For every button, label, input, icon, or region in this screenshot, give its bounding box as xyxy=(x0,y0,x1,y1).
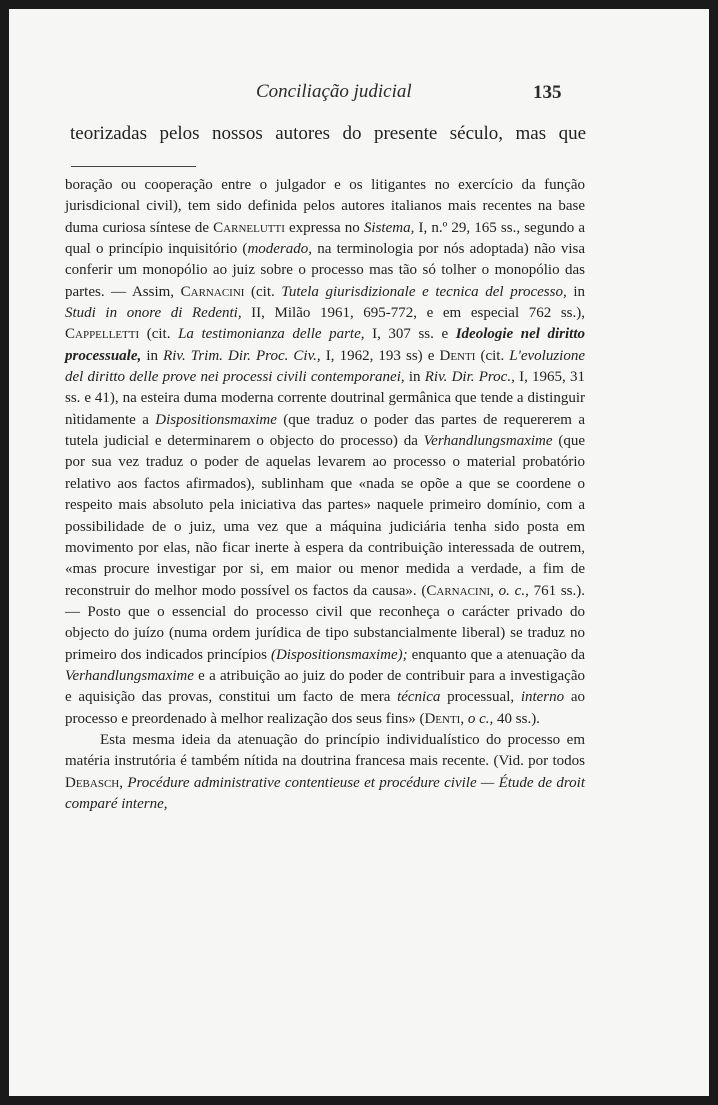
work-title: Tutela giurisdizionale e tecnica del processo, xyxy=(281,283,567,300)
italic-term: técnica xyxy=(397,689,441,706)
author-name: Debasch xyxy=(65,774,120,791)
author-name: Carnacini xyxy=(426,582,491,599)
journal-title: Riv. Trim. Dir. Proc. Civ., xyxy=(163,347,321,364)
italic-term: (Dispositionsmaxime); xyxy=(270,646,408,663)
running-header xyxy=(9,81,709,107)
text-run: II, Milão 1961, 695-772, e em especial 762 ss.), xyxy=(241,305,585,322)
text-run: e a atribuição ao juiz do poder de contribuir para a investigação e aquisição das provas, constitui um facto de mera xyxy=(65,667,585,706)
text-run: in xyxy=(141,347,164,364)
text-run: I, 307 ss. e xyxy=(364,326,456,343)
citation-abbrev: o. c., xyxy=(498,582,529,599)
author-name: Denti xyxy=(439,347,476,364)
body-text-line: teorizadas pelos nossos autores do presente século, mas que xyxy=(70,123,586,144)
running-title: Conciliação judicial xyxy=(256,81,412,102)
text-run: 40 ss.). xyxy=(493,710,540,727)
author-name: Carnacini xyxy=(180,283,245,300)
text-run: , xyxy=(119,774,128,791)
author-name: Denti xyxy=(424,710,461,727)
text-run: I, n.º 29, 165 ss., segundo a qual o princípio inquisitório ( xyxy=(65,219,585,258)
footnote-block xyxy=(65,175,585,815)
text-run: enquanto que a atenuação da xyxy=(407,646,585,663)
journal-title: Riv. Dir. Proc., xyxy=(424,369,515,386)
text-run: (cit. xyxy=(475,347,510,364)
page-number: 135 xyxy=(533,82,562,103)
text-run: (que traduz o poder das partes de requererem a tutela judicial e determinarem o objecto do processo) da xyxy=(65,411,586,450)
italic-term: Dispositionsmaxime xyxy=(155,411,277,428)
text-run: in xyxy=(404,369,425,386)
text-run: (que por sua vez traduz o poder de aquelas levarem ao processo o material probatório relativo aos factos afirmados), sublinham que «nada se opõe a que se coordene o respeito mais absoluto pela iniciativa das partes» naquele primeiro domínio, com a possibilidade de o juiz, uma vez que a máquina judiciária tenha sido posta em movimento por elas, não ficar inerte à espera da contribuição interessada de outrem, «mas procure investigar por si, em maior ou menor medida a verdade, a fim de reconstruir do melhor modo possível os factos da causa». ( xyxy=(65,433,585,599)
page-sheet xyxy=(9,9,709,1096)
text-run: , xyxy=(490,582,499,599)
footnote-paragraph-1 xyxy=(65,175,585,730)
footnote-separator xyxy=(71,166,196,167)
text-run: I, 1962, 193 ss) e xyxy=(320,347,440,364)
text-run: boração ou cooperação entre o julgador e os litigantes no exercício da função jurisdicional civil), tem sido definida pelos autores italianos mais recentes na base duma curiosa síntese de xyxy=(65,177,585,236)
work-title: Studi in onore di Redenti, xyxy=(65,305,242,322)
text-run: expressa no xyxy=(284,219,364,236)
text-run: 761 ss.). — Posto que o essencial do processo civil que reconheça o carácter privado do objecto do juízo (numa ordem jurídica de tipo substancialmente liberal) se traduz no primeiro dos indicados princípios xyxy=(65,582,585,663)
work-title: L'evoluzione del diritto delle prove nei processi civili contemporanei, xyxy=(65,347,585,386)
footnote-paragraph-2 xyxy=(65,730,585,815)
author-name: Carnelutti xyxy=(213,219,285,236)
text-run: processual, xyxy=(440,689,521,706)
text-run: na terminologia por nós adoptada) não visa conferir um monopólio ao juiz sobre o processo mas tão só tolher o monopólio das partes. — Assim, xyxy=(65,241,585,300)
italic-term: interno xyxy=(520,689,565,706)
text-run: (cit. xyxy=(139,326,179,343)
work-title: Procédure administrative contentieuse et procédure civile — Étude de droit comparé interne, xyxy=(65,774,585,812)
work-title: La testimonianza delle parte, xyxy=(178,326,365,343)
text-run: I, 1965, 31 ss. e 41), na esteira duma moderna corrente doutrinal germânica que tende a distinguir nìtidamente a xyxy=(65,369,586,428)
work-title: Ideologie nel diritto processuale, xyxy=(65,326,586,364)
text-run: in xyxy=(566,283,585,300)
work-title: Sistema, xyxy=(363,219,415,236)
italic-term: Verhandlungsmaxime xyxy=(423,433,553,450)
italic-term: moderado, xyxy=(247,241,313,258)
text-run: Esta mesma ideia da atenuação do princípio individualístico do processo em matéria instrutória é também nítida na doutrina francesa mais recente. (Vid. por todos xyxy=(65,731,585,770)
text-run: ao processo e preordenado à melhor realização dos seus fins» ( xyxy=(65,689,585,727)
text-run: , xyxy=(460,710,468,727)
italic-term: Verhandlungsmaxime xyxy=(65,667,194,684)
author-name: Cappelletti xyxy=(65,326,140,343)
citation-abbrev: o c., xyxy=(467,710,494,727)
text-run: (cit. xyxy=(244,283,282,300)
